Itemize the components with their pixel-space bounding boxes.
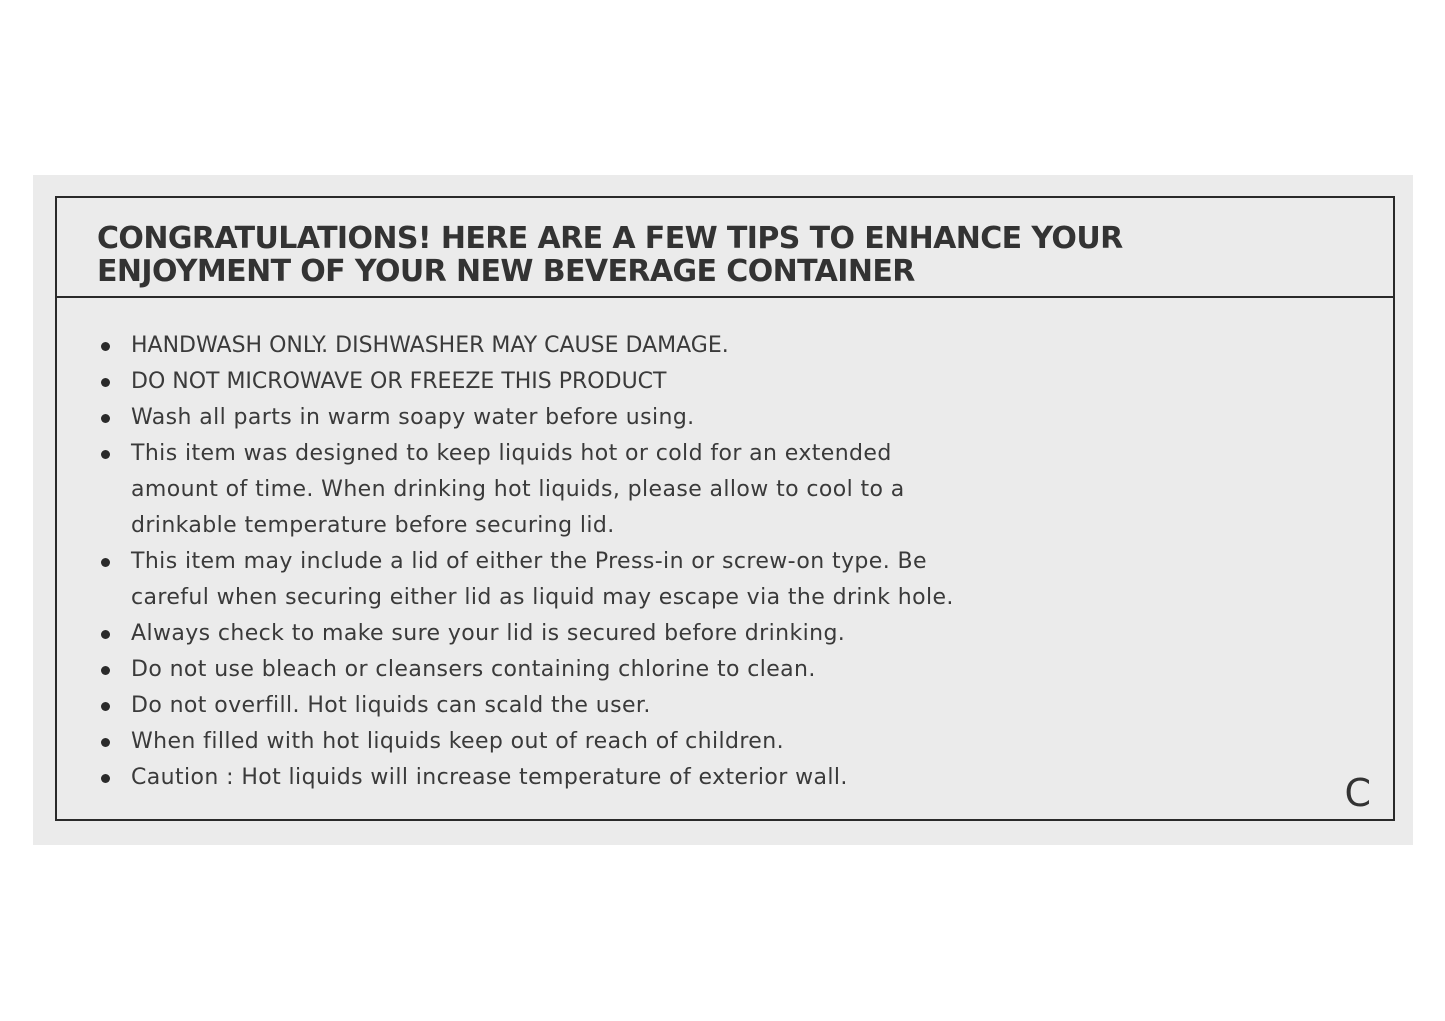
tip-text: When filled with hot liquids keep out of reach of children. — [131, 729, 784, 754]
header-line-1: CONGRATULATIONS! HERE ARE A FEW TIPS TO ENHANCE YOUR — [97, 221, 1123, 256]
corner-mark: C — [1344, 771, 1371, 815]
bullet-icon — [101, 414, 110, 423]
tip-text: drinkable temperature before securing lid. — [131, 513, 615, 538]
tip-text: Do not overfill. Hot liquids can scald the user. — [131, 693, 651, 718]
tip-item — [101, 400, 1393, 436]
bullet-icon — [101, 774, 110, 783]
bullet-icon — [101, 630, 110, 639]
tip-text: HANDWASH ONLY. DISHWASHER MAY CAUSE DAMAGE. — [131, 333, 729, 358]
instruction-label — [55, 196, 1395, 821]
tip-item — [101, 544, 1393, 616]
bullet-icon — [101, 666, 110, 675]
tip-text: careful when securing either lid as liquid may escape via the drink hole. — [131, 585, 954, 610]
tip-item — [101, 364, 1393, 400]
tip-text: DO NOT MICROWAVE OR FREEZE THIS PRODUCT — [131, 369, 667, 394]
tip-item — [101, 688, 1393, 724]
tip-item — [101, 760, 1393, 796]
tips-list — [57, 298, 1393, 796]
bullet-icon — [101, 738, 110, 747]
bullet-icon — [101, 702, 110, 711]
tip-text: This item was designed to keep liquids hot or cold for an extended — [131, 441, 892, 466]
tip-item — [101, 652, 1393, 688]
tip-item — [101, 724, 1393, 760]
tip-text: amount of time. When drinking hot liquids, please allow to cool to a — [131, 477, 905, 502]
tip-text: This item may include a lid of either the Press-in or screw-on type. Be — [131, 549, 927, 574]
header-line-2: ENJOYMENT OF YOUR NEW BEVERAGE CONTAINER — [97, 254, 915, 289]
bullet-icon — [101, 558, 110, 567]
label-header — [57, 198, 1393, 298]
tip-text: Do not use bleach or cleansers containing chlorine to clean. — [131, 657, 816, 682]
bullet-icon — [101, 450, 110, 459]
tip-item — [101, 436, 1393, 544]
tip-item — [101, 616, 1393, 652]
bullet-icon — [101, 378, 110, 387]
tip-text: Wash all parts in warm soapy water before using. — [131, 405, 695, 430]
tip-text: Caution : Hot liquids will increase temperature of exterior wall. — [131, 765, 848, 790]
tip-item — [101, 328, 1393, 364]
tip-text: Always check to make sure your lid is secured before drinking. — [131, 621, 846, 646]
bullet-icon — [101, 342, 110, 351]
